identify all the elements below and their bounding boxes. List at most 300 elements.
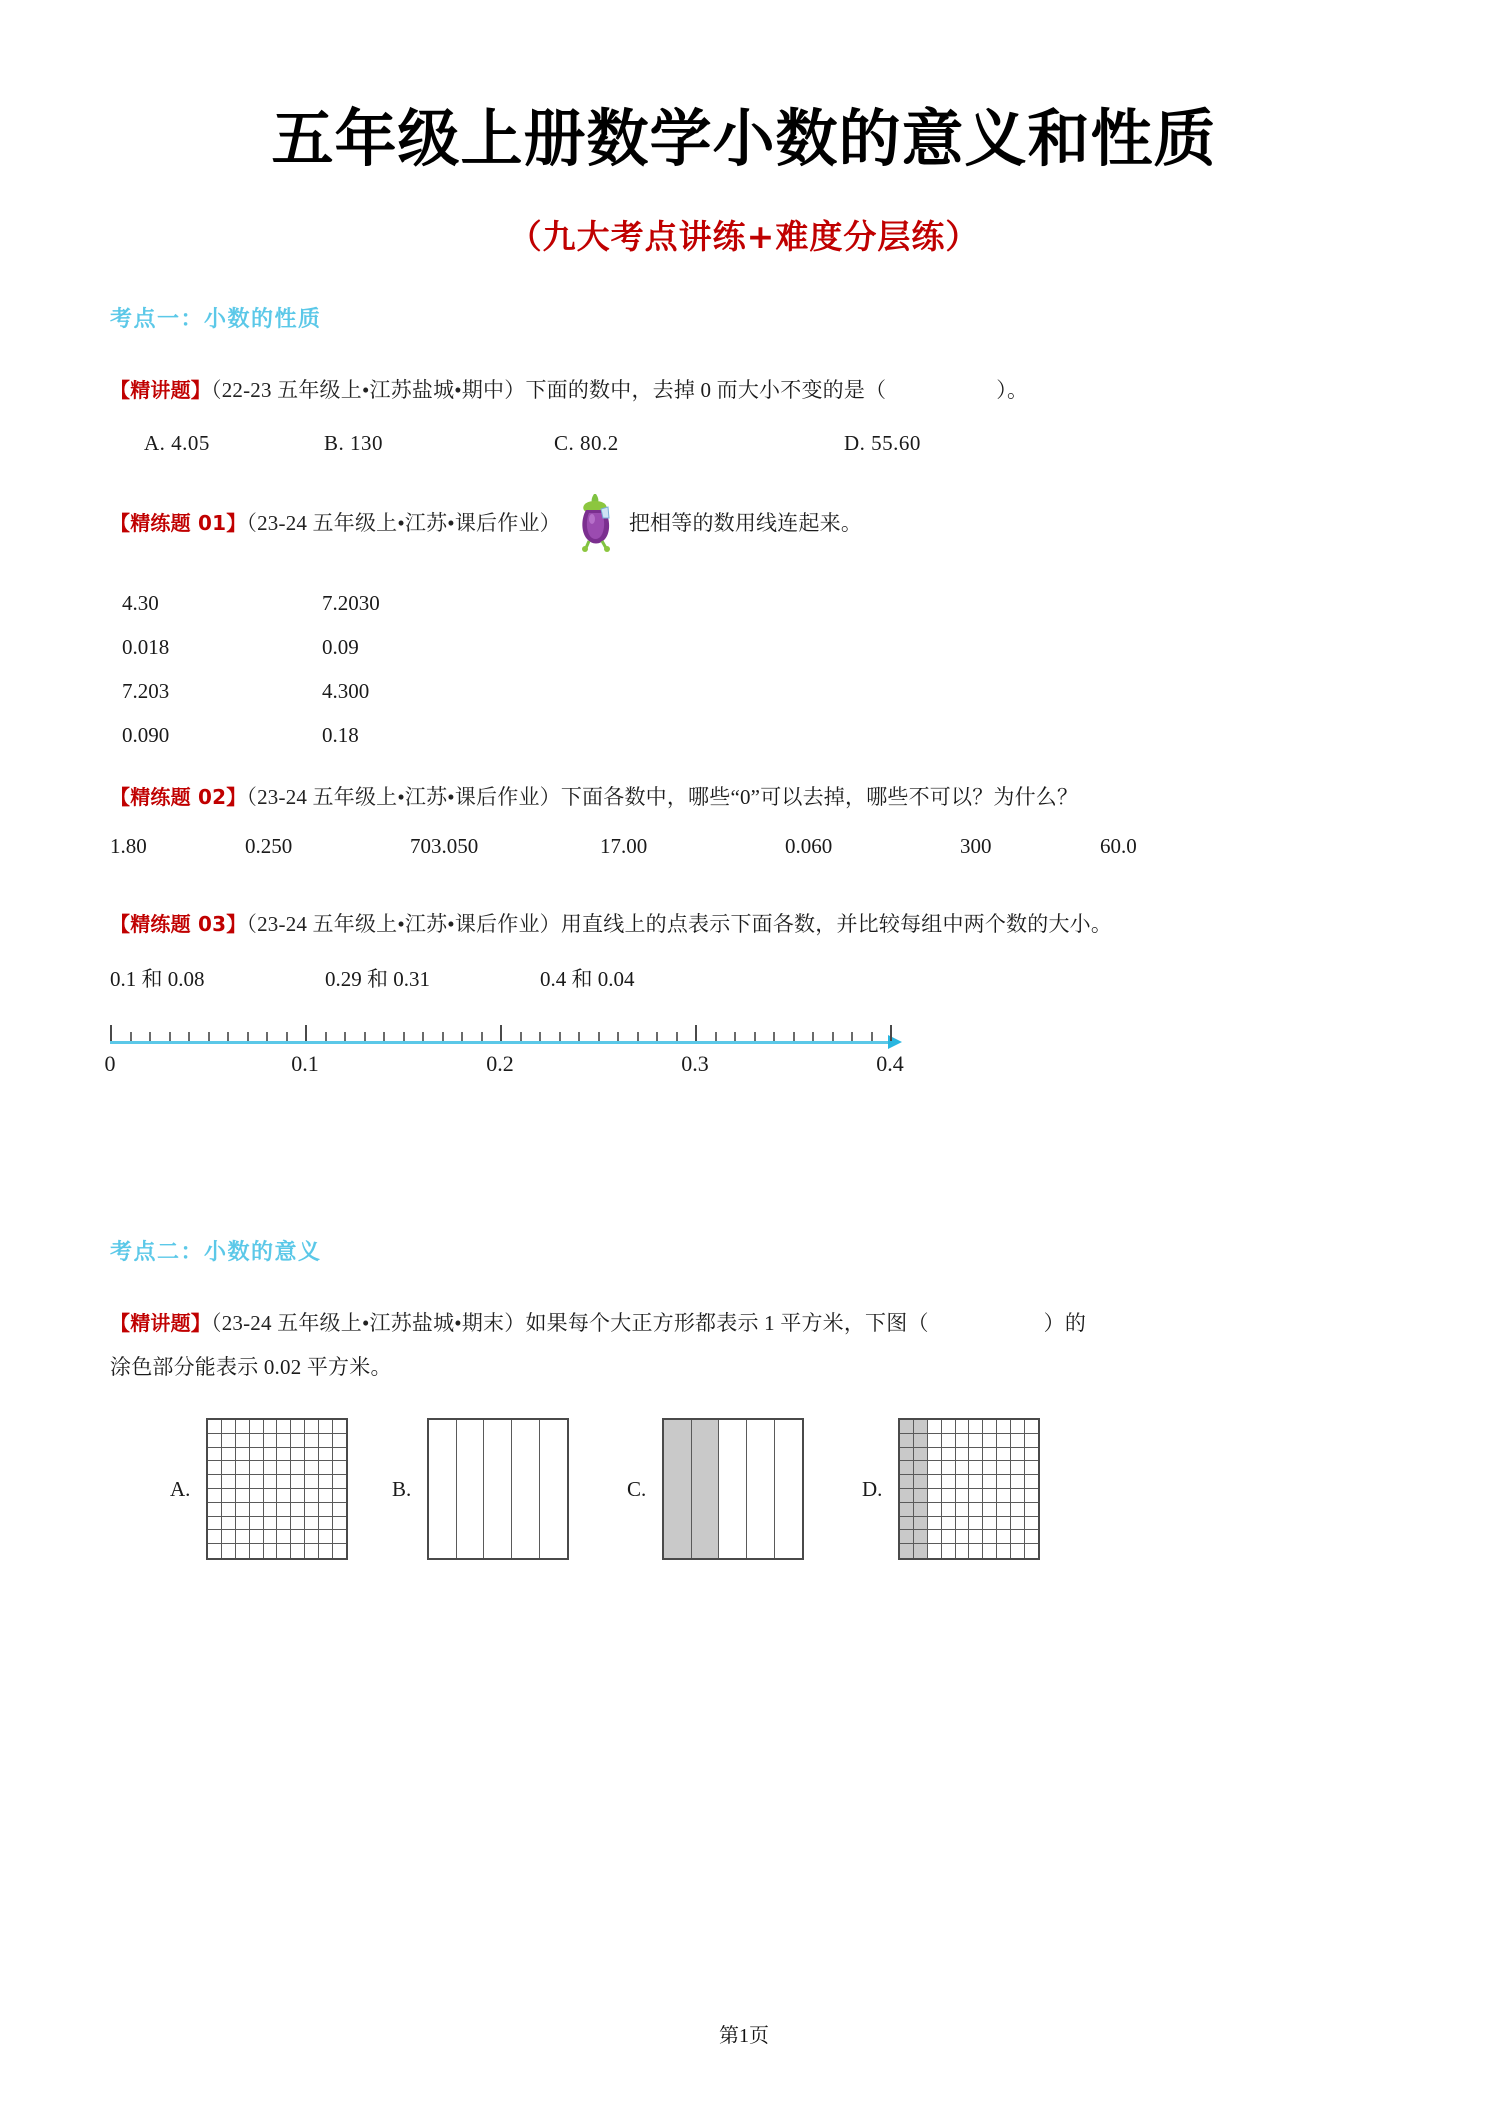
grid-cell: [928, 1461, 942, 1475]
grid-cell: [969, 1544, 983, 1558]
number-item: 17.00: [600, 833, 648, 858]
grid-cell: [222, 1461, 236, 1475]
number-line-tick-label: 0.4: [876, 1051, 904, 1076]
grid-cell-shaded: [900, 1420, 914, 1434]
grid-cell: [319, 1475, 333, 1489]
question-meta: （23-24 五年级上•江苏•课后作业）: [246, 911, 561, 936]
number-line-minor-tick: [676, 1032, 678, 1041]
grid-cell: [277, 1434, 291, 1448]
grid-cell: [250, 1530, 264, 1544]
grid-figure: [662, 1418, 804, 1560]
grid-cell: [250, 1489, 264, 1503]
grid-cell: [208, 1448, 222, 1462]
grid-cell: [969, 1503, 983, 1517]
grid-cell: [997, 1434, 1011, 1448]
grid-cell: [222, 1544, 236, 1558]
grid-cell: [997, 1544, 1011, 1558]
number-line-minor-tick: [578, 1032, 580, 1041]
grid-cell: [305, 1475, 319, 1489]
grid-cell: [956, 1475, 970, 1489]
number-line-axis: [110, 1041, 890, 1044]
grid-cell: [942, 1530, 956, 1544]
number-line-minor-tick: [344, 1032, 346, 1041]
grid-cell: [319, 1489, 333, 1503]
grid-cell: [291, 1530, 305, 1544]
question-1-2: [110, 494, 1378, 556]
grid-cell: [305, 1489, 319, 1503]
grid-cell: [277, 1489, 291, 1503]
grid-cell: [236, 1420, 250, 1434]
grid-cell: [928, 1517, 942, 1531]
grid-cell: [1011, 1475, 1025, 1489]
match-right[interactable]: 7.2030: [322, 591, 380, 616]
grid-cell: [264, 1420, 278, 1434]
grid-cell: [250, 1420, 264, 1434]
number-line-minor-tick: [403, 1032, 405, 1041]
grid-cell: [250, 1448, 264, 1462]
number-line-minor-tick: [832, 1032, 834, 1041]
grid-cell: [928, 1448, 942, 1462]
grid-cell: [305, 1517, 319, 1531]
grid-cell-shaded: [914, 1461, 928, 1475]
grid-cell: [236, 1503, 250, 1517]
grid-cell: [983, 1448, 997, 1462]
grid-cell: [983, 1420, 997, 1434]
grid-cell: [236, 1475, 250, 1489]
grid-cell: [236, 1530, 250, 1544]
grid-cell: [305, 1420, 319, 1434]
figure-option-c[interactable]: [627, 1418, 862, 1560]
grid-cell: [969, 1517, 983, 1531]
grid-cell: [1011, 1434, 1025, 1448]
grid-cell: [942, 1448, 956, 1462]
number-line-major-tick: [110, 1025, 112, 1041]
number-line-minor-tick: [227, 1032, 229, 1041]
number-line-minor-tick: [130, 1032, 132, 1041]
grid-cell: [775, 1420, 803, 1558]
figure-option-a[interactable]: [170, 1418, 392, 1560]
number-line-minor-tick: [422, 1032, 424, 1041]
grid-cell: [956, 1420, 970, 1434]
question-tag: 【精练题 01】: [110, 510, 247, 535]
grid-cell: [333, 1503, 347, 1517]
grid-cell: [983, 1503, 997, 1517]
match-left[interactable]: 0.018: [122, 635, 170, 660]
grid-cell: [997, 1475, 1011, 1489]
grid-cell: [997, 1461, 1011, 1475]
grid-cell: [928, 1489, 942, 1503]
grid-cell: [222, 1448, 236, 1462]
grid-cell: [969, 1420, 983, 1434]
option-d[interactable]: [844, 431, 921, 456]
question-text: 如果每个大正方形都表示 1 平方米，下图（: [525, 1311, 929, 1335]
grid-cell: [264, 1434, 278, 1448]
grid-cell-shaded: [900, 1475, 914, 1489]
number-line-minor-tick: [559, 1032, 561, 1041]
grid-cell: [969, 1530, 983, 1544]
match-left[interactable]: 4.30: [122, 591, 159, 616]
grid-cell: [928, 1434, 942, 1448]
match-left[interactable]: 0.090: [122, 723, 170, 748]
list-item: [122, 582, 1378, 626]
grid-figure: [427, 1418, 569, 1560]
grid-cell: [1025, 1475, 1039, 1489]
option-c-value: 80.2: [580, 430, 619, 455]
matching-list: [110, 582, 1378, 758]
match-left[interactable]: 7.203: [122, 679, 170, 704]
grid-cell: [208, 1503, 222, 1517]
grid-cell: [983, 1475, 997, 1489]
grid-cell: [264, 1503, 278, 1517]
grid-cell: [1011, 1517, 1025, 1531]
grid-cell: [1011, 1530, 1025, 1544]
grid-cell: [956, 1503, 970, 1517]
grid-cell: [264, 1517, 278, 1531]
option-a[interactable]: [144, 431, 324, 456]
grid-cell: [222, 1530, 236, 1544]
number-item: 60.0: [1100, 833, 1137, 858]
number-line-minor-tick: [364, 1032, 366, 1041]
grid-cell: [956, 1544, 970, 1558]
grid-cell: [208, 1489, 222, 1503]
grid-cell: [1025, 1530, 1039, 1544]
number-item: 0.250: [245, 833, 293, 858]
grid-cell: [208, 1475, 222, 1489]
list-item: [122, 670, 1378, 714]
grid-cell: [222, 1489, 236, 1503]
grid-cell: [928, 1503, 942, 1517]
question-2-1: [110, 1306, 1378, 1340]
grid-cell: [928, 1530, 942, 1544]
number-line-minor-tick: [812, 1032, 814, 1041]
grid-cell: [942, 1434, 956, 1448]
grid-cell: [1011, 1461, 1025, 1475]
grid-cell: [1011, 1448, 1025, 1462]
question-tag: 【精讲题】: [110, 377, 211, 402]
grid-cell: [305, 1448, 319, 1462]
grid-cell: [319, 1530, 333, 1544]
number-line-major-tick: [695, 1025, 697, 1041]
grid-cell: [291, 1420, 305, 1434]
grid-cell: [222, 1503, 236, 1517]
grid-cell: [512, 1420, 540, 1558]
grid-cell: [956, 1517, 970, 1531]
question-1-4: [110, 907, 1350, 941]
grid-cell: [942, 1517, 956, 1531]
grid-cell: [291, 1434, 305, 1448]
figure-letter: D.: [862, 1476, 883, 1501]
number-item: 703.050: [410, 833, 479, 858]
question-text-line2: 涂色部分能表示 0.02 平方米。: [110, 1355, 392, 1380]
grid-cell: [291, 1448, 305, 1462]
grid-cell: [457, 1420, 485, 1558]
grid-cell: [969, 1461, 983, 1475]
list-item: [122, 714, 1378, 758]
grid-cell-shaded: [900, 1461, 914, 1475]
grid-cell: [236, 1544, 250, 1558]
grid-cell: [333, 1420, 347, 1434]
grid-cell: [319, 1517, 333, 1531]
grid-cell: [1025, 1517, 1039, 1531]
grid-cell: [1025, 1544, 1039, 1558]
grid-cell: [236, 1461, 250, 1475]
grid-cell-shaded: [900, 1489, 914, 1503]
number-line-minor-tick: [266, 1032, 268, 1041]
figure-letter: B.: [392, 1476, 412, 1501]
grid-cell: [969, 1475, 983, 1489]
grid-cell: [1011, 1503, 1025, 1517]
numbers-row: [110, 834, 1378, 859]
grid-cell: [250, 1461, 264, 1475]
grid-cell: [277, 1503, 291, 1517]
grid-cell: [997, 1517, 1011, 1531]
grid-cell-shaded: [914, 1503, 928, 1517]
number-line-minor-tick: [442, 1032, 444, 1041]
number-line-minor-tick: [793, 1032, 795, 1041]
grid-cell: [997, 1503, 1011, 1517]
grid-cell: [969, 1434, 983, 1448]
grid-cell: [333, 1475, 347, 1489]
grid-cell: [997, 1448, 1011, 1462]
match-right[interactable]: 4.300: [322, 679, 370, 704]
grid-figure: [206, 1418, 348, 1560]
question-text-end: ）。: [996, 377, 1029, 402]
grid-cell: [956, 1530, 970, 1544]
section-header-1: 考点一：小数的性质: [110, 306, 322, 332]
grid-figure: [898, 1418, 1040, 1560]
grid-cell: [333, 1544, 347, 1558]
question-text: 下面的数中，去掉 0 而大小不变的是（: [525, 377, 887, 402]
grid-cell: [264, 1489, 278, 1503]
question-meta: （23-24 五年级上•江苏•课后作业）: [246, 510, 561, 535]
grid-cell: [1025, 1503, 1039, 1517]
grid-cell-shaded: [900, 1530, 914, 1544]
grid-cell-shaded: [914, 1420, 928, 1434]
option-a-letter: A.: [144, 430, 166, 455]
grid-cell: [319, 1420, 333, 1434]
number-line-minor-tick: [383, 1032, 385, 1041]
grid-cell-shaded: [900, 1503, 914, 1517]
match-right[interactable]: 0.18: [322, 723, 359, 748]
grid-cell: [236, 1489, 250, 1503]
grid-cell: [333, 1517, 347, 1531]
number-line-minor-tick: [208, 1032, 210, 1041]
grid-cell: [305, 1544, 319, 1558]
grid-cell: [250, 1503, 264, 1517]
question-tag: 【精讲题】: [110, 1311, 211, 1335]
grid-cell: [222, 1420, 236, 1434]
grid-cell: [942, 1503, 956, 1517]
grid-cell: [942, 1489, 956, 1503]
grid-cell: [429, 1420, 457, 1558]
compare-group: 0.29 和 0.31: [325, 967, 430, 991]
number-line-tick-label: 0.1: [291, 1051, 319, 1076]
grid-cell: [264, 1475, 278, 1489]
number-line-major-tick: [305, 1025, 307, 1041]
grid-cell: [250, 1544, 264, 1558]
grid-cell: [319, 1448, 333, 1462]
number-line-minor-tick: [188, 1032, 190, 1041]
grid-cell-shaded: [914, 1489, 928, 1503]
grid-cell: [277, 1420, 291, 1434]
grid-cell: [333, 1530, 347, 1544]
grid-cell: [319, 1434, 333, 1448]
grid-cell-shaded: [900, 1448, 914, 1462]
grid-cell: [719, 1420, 747, 1558]
figure-letter: A.: [170, 1476, 191, 1501]
grid-cell: [956, 1434, 970, 1448]
grid-cell: [942, 1544, 956, 1558]
grid-cell: [484, 1420, 512, 1558]
number-line-minor-tick: [734, 1032, 736, 1041]
figure-option-d[interactable]: [862, 1418, 1040, 1560]
grid-cell: [208, 1517, 222, 1531]
match-right[interactable]: 0.09: [322, 635, 359, 660]
grid-cell-shaded: [914, 1544, 928, 1558]
grid-cell-shaded: [900, 1434, 914, 1448]
page-title: 五年级上册数学小数的意义和性质: [271, 102, 1217, 175]
grid-cell: [291, 1517, 305, 1531]
grid-cell-shaded: [914, 1475, 928, 1489]
grid-cell: [277, 1475, 291, 1489]
grid-cell: [983, 1544, 997, 1558]
grid-cell: [277, 1530, 291, 1544]
number-line-minor-tick: [520, 1032, 522, 1041]
number-line-minor-tick: [851, 1032, 853, 1041]
grid-cell: [250, 1434, 264, 1448]
grid-cell: [942, 1461, 956, 1475]
number-line-minor-tick: [539, 1032, 541, 1041]
grid-cell: [277, 1448, 291, 1462]
grid-cell: [928, 1420, 942, 1434]
grid-cell: [264, 1544, 278, 1558]
grid-cell: [1025, 1489, 1039, 1503]
section-header-2: 考点二：小数的意义: [110, 1240, 322, 1265]
number-line-minor-tick: [715, 1032, 717, 1041]
grid-cell: [747, 1420, 775, 1558]
grid-cell: [208, 1434, 222, 1448]
number-item: 0.060: [785, 833, 833, 858]
grid-cell: [956, 1448, 970, 1462]
number-line-minor-tick: [149, 1032, 151, 1041]
number-line-minor-tick: [754, 1032, 756, 1041]
question-tag: 【精练题 03】: [110, 911, 247, 936]
grid-cell: [277, 1461, 291, 1475]
figure-option-b[interactable]: [392, 1418, 627, 1560]
figure-options-row: [110, 1418, 1378, 1560]
question-meta: （23-24 五年级上•江苏盐城•期末）: [211, 1311, 526, 1335]
number-line-minor-tick: [617, 1032, 619, 1041]
grid-cell: [305, 1434, 319, 1448]
grid-cell: [997, 1489, 1011, 1503]
grid-cell: [997, 1420, 1011, 1434]
number-line-tick-label: 0: [104, 1051, 116, 1076]
grid-cell: [956, 1461, 970, 1475]
grid-cell: [969, 1448, 983, 1462]
question-text-mid: ）的: [1043, 1311, 1087, 1335]
grid-cell-shaded: [914, 1434, 928, 1448]
grid-cell: [983, 1461, 997, 1475]
option-a-value: 4.05: [171, 430, 210, 455]
number-line: [104, 1011, 1378, 1087]
grid-cell: [250, 1517, 264, 1531]
grid-cell: [1011, 1420, 1025, 1434]
grid-cell: [264, 1448, 278, 1462]
grid-cell-shaded: [692, 1420, 720, 1558]
grid-cell: [942, 1420, 956, 1434]
question-tag: 【精练题 02】: [110, 784, 247, 809]
grid-cell: [236, 1517, 250, 1531]
grid-cell: [277, 1544, 291, 1558]
grid-cell: [208, 1461, 222, 1475]
grid-cell: [333, 1489, 347, 1503]
grid-cell: [983, 1517, 997, 1531]
number-line-minor-tick: [656, 1032, 658, 1041]
grid-cell: [222, 1517, 236, 1531]
question-meta: （23-24 五年级上•江苏•课后作业）: [246, 784, 561, 809]
number-line-minor-tick: [481, 1032, 483, 1041]
compare-row: [110, 963, 1378, 993]
grid-cell: [1025, 1434, 1039, 1448]
grid-cell: [1025, 1420, 1039, 1434]
number-line-minor-tick: [286, 1032, 288, 1041]
grid-cell-shaded: [900, 1517, 914, 1531]
grid-cell: [956, 1489, 970, 1503]
compare-group: 0.4 和 0.04: [540, 967, 635, 991]
grid-cell: [305, 1530, 319, 1544]
option-c-letter: C.: [554, 430, 575, 455]
number-line-minor-tick: [871, 1032, 873, 1041]
number-line-minor-tick: [637, 1032, 639, 1041]
number-line-minor-tick: [773, 1032, 775, 1041]
grid-cell: [264, 1461, 278, 1475]
grid-cell: [319, 1461, 333, 1475]
grid-cell: [250, 1475, 264, 1489]
options-row-1: [110, 431, 1378, 456]
grid-cell: [319, 1503, 333, 1517]
grid-cell: [333, 1448, 347, 1462]
question-text: 用直线上的点表示下面各数，并比较每组中两个数的大小。: [560, 911, 1113, 936]
page-subtitle: （九大考点讲练+难度分层练）: [508, 216, 980, 256]
grid-cell: [333, 1434, 347, 1448]
figure-letter: C.: [627, 1476, 647, 1501]
question-1-3: [110, 780, 1340, 814]
grid-cell: [1025, 1448, 1039, 1462]
grid-cell: [983, 1530, 997, 1544]
grid-cell: [1025, 1461, 1039, 1475]
grid-cell: [942, 1475, 956, 1489]
number-line-major-tick: [500, 1025, 502, 1041]
option-b[interactable]: [324, 431, 554, 456]
option-d-letter: D.: [844, 430, 866, 455]
question-1-1: [110, 373, 1378, 407]
number-line-minor-tick: [598, 1032, 600, 1041]
number-line-minor-tick: [247, 1032, 249, 1041]
eggplant-mascot-icon: [567, 490, 623, 552]
option-c[interactable]: [554, 431, 844, 456]
grid-cell: [969, 1489, 983, 1503]
grid-cell: [540, 1420, 568, 1558]
question-2-1-line2: [110, 1350, 1378, 1384]
grid-cell: [291, 1503, 305, 1517]
number-line-minor-tick: [169, 1032, 171, 1041]
grid-cell: [208, 1544, 222, 1558]
grid-cell: [333, 1461, 347, 1475]
grid-cell: [222, 1434, 236, 1448]
question-text: 把相等的数用线连起来。: [628, 510, 863, 535]
number-item: 1.80: [110, 833, 147, 858]
grid-cell-shaded: [914, 1448, 928, 1462]
